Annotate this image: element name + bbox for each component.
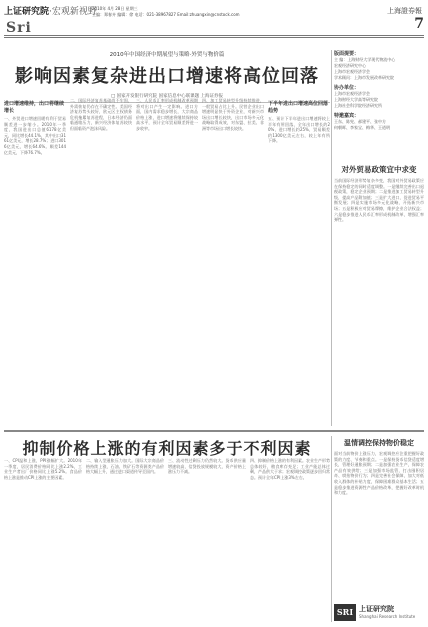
commentary-title: 温情调控保持物价稳定 [344,439,414,447]
body-column [86,458,164,618]
body-text: 二、输入型通胀压力加大。国际大宗商品价格持续上涨，石油、铁矿石等资源类产品价格大幅上升，通过进口渠道传导至国内。 [86,458,164,475]
sidebar-label-a: 版面提要： [334,51,360,57]
edition-date: 2010年 4月 28日 星期三 [92,6,138,11]
sri-logo-icon: SRI [334,604,356,621]
page-header [4,4,424,46]
masthead-block [4,4,97,46]
sidebar-line: 宏观经济研究中心 [334,63,366,68]
masthead-subtitle: ·宏观新视野 [49,7,97,17]
body-text: 五、预计下半年进出口增速将较上半年有所回落，全年出口增长约20%，进口增长约25%，贸易顺差约1300亿美元左右，较上年有所下降。 [268,116,330,144]
editor-line: 主编：郑春卉 编辑：徐 电话：021-38967827 Email:zhuangxin@cnstock.com [92,12,240,17]
sidebar-line: 上海财经大学高等研究院 [334,97,378,102]
sidebar-commentary-2 [334,438,424,603]
section-subhead: 进口增速维持，出口将继续增长 [4,101,65,114]
commentary-body: 当前国际经济形势复杂多变，我国对外贸易政策应在保持稳定的同时适度调整。一是继续完善出口退税政策，稳定企业预期；二是推进加工贸易转型升级，提高产品附加值；三是扩大进口，促进贸易平衡发展；四是实施市场多元化战略，开拓新兴市场；五是积极应对贸易摩擦，维护企业合法权益；六是稳步推进人民币汇率形成机制改革，增强汇率弹性。 [334,178,424,223]
commentary-title: 对外贸易政策宜中求变 [341,165,417,174]
body-column [250,458,330,618]
masthead-title: 上证研究院 [4,7,50,17]
article-kicker: 2010年中国经济中期展望与策略·外贸与物价篇 [109,52,225,58]
paper-name: 上海證券報 [387,7,422,15]
masthead [4,4,97,17]
body-column [4,458,82,618]
edition-info [92,6,262,34]
body-column [168,458,246,618]
lead-article [4,50,330,103]
body-column [4,98,66,426]
sri-logo-text: Sri [6,20,32,36]
body-text: 一、外贸进口增速回暖有利于贸易顺差进一步缩小。2010年一季度，我国进出口总值6178亿美元，同比增长44.1%，其中出口3161亿美元，增长28.7%；进口3016亿美元，增长64.6%。顺差144亿美元，下降76.7%。 [4,116,66,155]
sidebar-line: 学术顾问：上海市发展改革研究院 [334,75,394,80]
sidebar-commentary [334,164,424,364]
body-text: 一、CPI温和上涨，PPI涨幅扩大。2010年一季度，居民消费价格同比上涨2.2%，工业生产者出厂价格同比上涨5.2%。食品价格上涨是推动CPI上涨的主要因素。 [4,458,82,480]
body-text: 三、人民币汇率形成机制改革预期将对出口产生一定影响。进口方面，国内需求稳步增长，大宗商品价格上涨，进口增速将继续保持较高水平，预计全年贸易顺差将进一步收窄。 [136,98,198,131]
body-text: 二、国际经济复苏基础尚不牢固，外需恢复仍存在不确定性。美国经济复苏势头较好，欧元区主权债务危机拖累复苏进程，日本经济仍面临通缩压力，新兴经济体复苏较快但面临资产泡沫风险。 [70,98,132,131]
footer-logo [334,603,424,623]
body-column [136,98,198,426]
paper-name-block [387,6,422,16]
body-column [202,98,264,426]
sidebar-line: 主 编：上海财经大学现代物流中心 [334,57,396,62]
sidebar-line: 王东、陈宪、郝建平、张中方 [334,119,386,124]
page-number: 7 [414,16,424,32]
lead-article-body [4,98,330,426]
sidebar-label-b: 协办单位： [334,85,360,91]
lead-headline: 影响因素复杂进出口增速将高位回落 [15,66,319,87]
body-column [268,98,330,426]
second-article-body [4,458,330,618]
sidebar-line: 何朝晖、李家宝、梅华、王道明 [334,125,390,130]
editorial-sidebar [334,50,424,160]
header-rule [4,35,424,38]
sidebar-line: 上海市宏观经济学会 [334,69,370,74]
sidebar-label-c: 特邀嘉宾： [334,113,360,119]
second-article [4,436,330,459]
column-rule [331,436,332,622]
logo-name: 上证研究院 [359,605,394,613]
body-text: 四、抑制价格上涨的有利因素。农业生产形势总体较好，粮食库存充足；工业产能总体过剩，产品供大于求；宏观调控政策逐步回归常态。预计全年CPI上涨3%左右。 [250,458,330,480]
column-rule [331,50,332,426]
section-subhead: 下半年进出口增速高位回落趋势 [268,101,329,114]
commentary-body: 面对当前物价上涨压力，宏观调控应注重把握好政策的力度、节奏和重点。一是保持货币信贷适度增长，管理好通胀预期；二是加强农业生产，保障农产品有效供给；三是加强市场监管，打击囤积居奇、哄抬物价行为；四是完善社会保障，加大对低收入群体的补贴力度，保障困难群众基本生活；五是稳步推进资源性产品价格改革，把握好改革时机和力度。 [334,451,424,496]
second-headline: 抑制价格上涨的有利因素多于不利因素 [22,439,312,458]
sidebar-line: 上海社会科学院经济研究所 [334,103,382,108]
body-text: 四、加工贸易转型升级持续推进，一般贸易占比上升。民营企业出口增速明显快于外资企业，对新兴市场出口增长较快，出口市场多元化战略取得成效，对东盟、拉美、非洲等市场出口增长较快。 [202,98,264,131]
section-divider [4,430,424,432]
article-byline: □ 国家开发银行研究院 国家信息中心联课题 上海证券报 [110,94,224,99]
body-text: 三、流动性过剩压力仍然较大。货币供应量增速较高，信贷投放规模较大，资产价格上涨压力不减。 [168,458,246,475]
body-column [70,98,132,426]
logo-subtitle: Shanghai Research Institute [359,614,416,619]
sidebar-line: 上海市宏观经济学会 [334,91,370,96]
